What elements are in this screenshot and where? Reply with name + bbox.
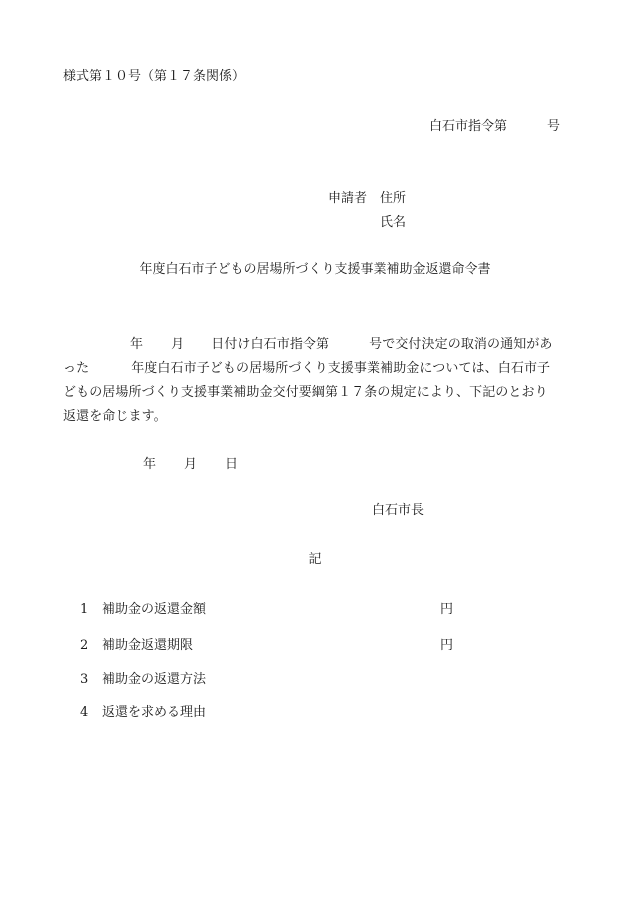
body-year: 年 — [130, 337, 144, 352]
item-number: 3 — [80, 672, 89, 687]
order-number-prefix: 白石市指令第 — [428, 119, 507, 134]
item-label: 補助金の返還金額 — [102, 602, 207, 617]
date-year: 年 — [143, 457, 157, 472]
applicant-label: 申請者 — [328, 191, 368, 206]
item-unit: 円 — [440, 638, 454, 653]
item-number: 2 — [80, 638, 89, 653]
item-label: 補助金の返還方法 — [102, 672, 207, 687]
order-number — [429, 120, 560, 133]
item-number: 4 — [80, 705, 89, 720]
item-label: 返還を求める理由 — [102, 705, 207, 720]
body-line1-rest: 号で交付決定の取消の通知があ — [369, 337, 553, 352]
list-item — [80, 602, 454, 617]
body-month: 月 — [171, 337, 185, 352]
body-line2-start: った — [63, 361, 90, 376]
list-item — [80, 706, 206, 719]
body-line2-rest: 年度白石市子どもの居場所づくり支援事業補助金については、白石市子 — [131, 361, 551, 376]
date-month: 月 — [184, 457, 198, 472]
item-unit: 円 — [440, 602, 454, 617]
body-line-2 — [63, 357, 563, 381]
list-item — [80, 638, 454, 653]
body-line-4: 返還を命じます。 — [63, 409, 167, 424]
body-paragraph — [63, 333, 563, 429]
date-line — [143, 458, 238, 471]
order-number-suffix: 号 — [546, 119, 560, 134]
list-item — [80, 673, 206, 686]
body-day-order: 日付け白石市指令第 — [211, 337, 330, 352]
form-number: 様式第１０号（第１７条関係） — [63, 69, 246, 84]
ki-heading: 記 — [308, 552, 322, 567]
name-label: 氏名 — [380, 215, 407, 230]
item-number: 1 — [80, 602, 89, 617]
document-title: 年度白石市子どもの居場所づくり支援事業補助金返還命令書 — [139, 262, 491, 277]
date-day: 日 — [225, 457, 239, 472]
address-label: 住所 — [380, 191, 407, 206]
issuer: 白石市長 — [372, 503, 425, 518]
body-line-1 — [63, 333, 563, 357]
body-line-3: どもの居場所づくり支援事業補助金交付要綱第１７条の規定により、下記のとおり — [63, 385, 548, 400]
item-label: 補助金返還期限 — [102, 638, 194, 653]
